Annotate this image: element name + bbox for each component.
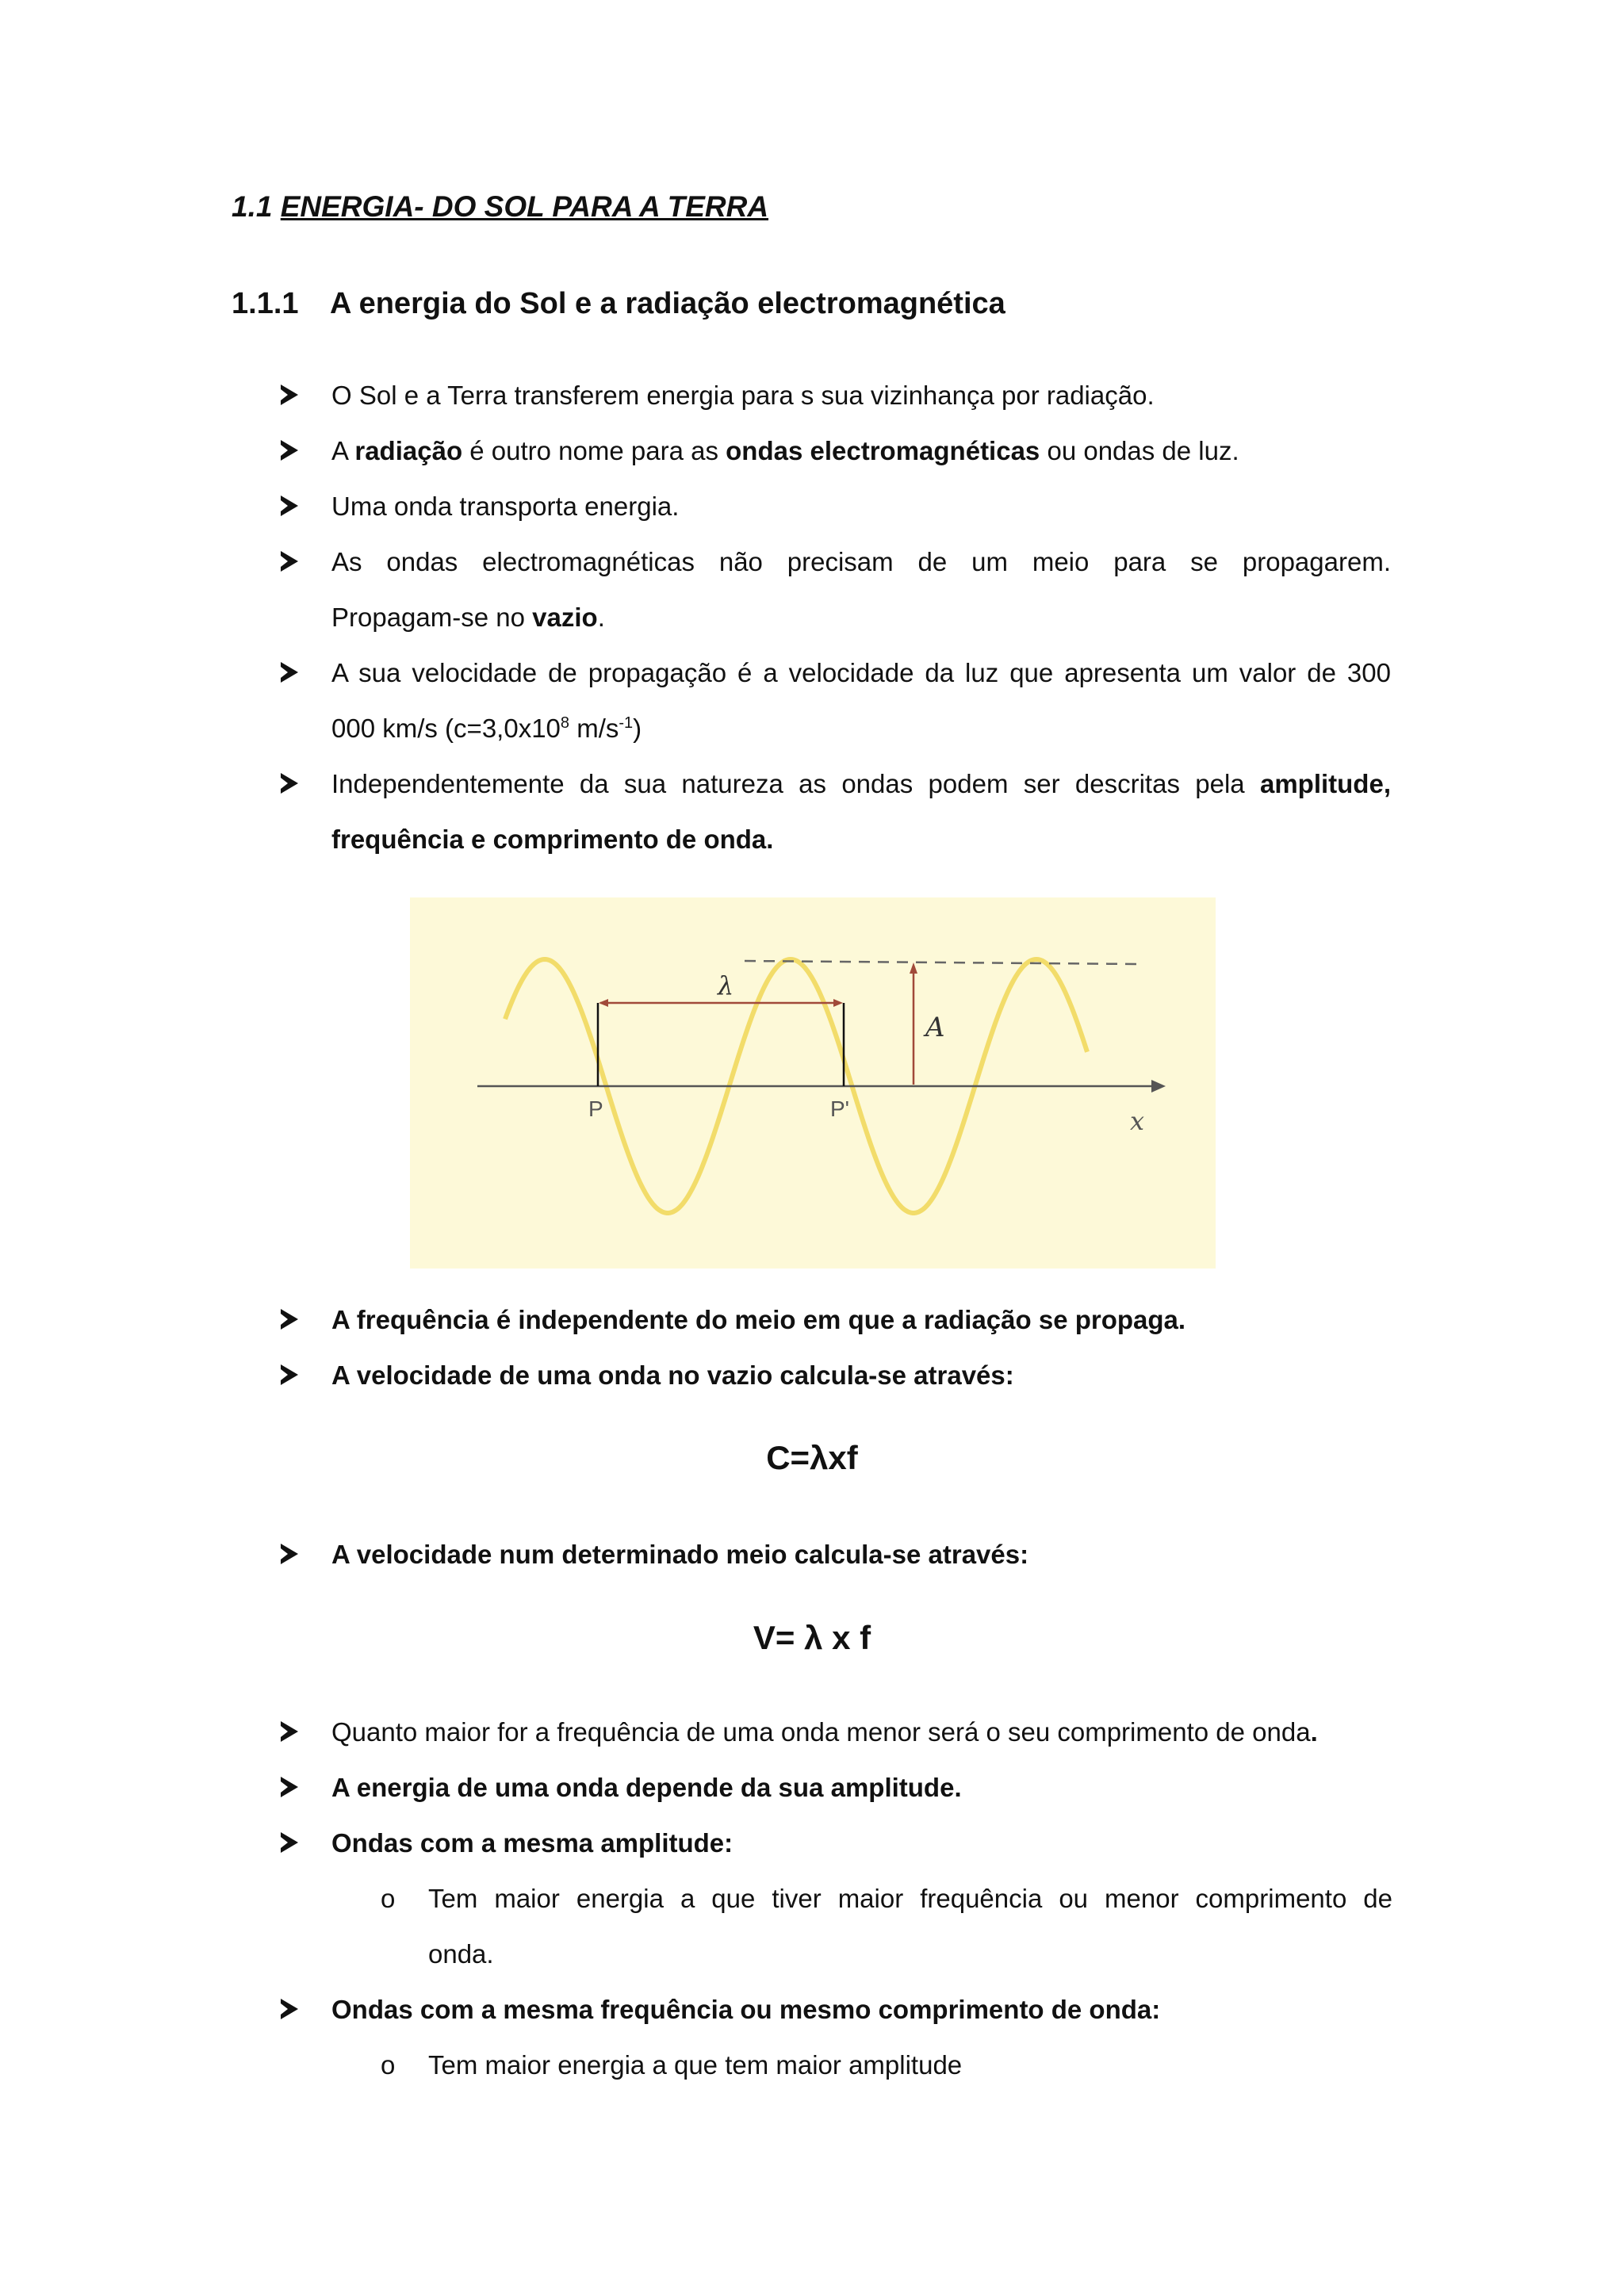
bullet-text-line: [331, 756, 1391, 812]
bullet-item: [281, 1982, 1391, 2038]
wavelength-arrowhead-right: [833, 999, 843, 1007]
arrow-bullet-icon: [281, 496, 298, 516]
arrow-bullet-icon: [281, 1721, 298, 1742]
arrow-bullet-icon: [281, 773, 298, 794]
x-axis-arrowhead: [1151, 1080, 1166, 1093]
formula-medium: V= λ x f: [753, 1619, 871, 1656]
bullet-item: [281, 756, 1391, 867]
sub-bullet-text-line: Tem maior energia a que tiver maior frequência ou menor comprimento de: [428, 1884, 1392, 1913]
subsection-heading: [232, 287, 1005, 321]
bullet-text-line: [331, 701, 1391, 756]
bullet-text: Ondas com a mesma amplitude:: [331, 1828, 733, 1858]
bullet-text: O Sol e a Terra transferem energia para s sua vizinhança por radiação.: [331, 381, 1155, 410]
bullet-text-line: frequência e comprimento de onda.: [331, 825, 774, 854]
section-heading: [232, 190, 768, 224]
bold-term: ondas electromagnéticas: [726, 436, 1040, 465]
subsection-number: 1.1.1: [232, 287, 299, 320]
arrow-bullet-icon: [281, 1544, 298, 1564]
text-run: ): [633, 714, 642, 743]
bullet-item: [281, 1292, 1391, 1348]
text-run: Quanto maior for a frequência de uma onda menor será o seu comprimento de onda: [331, 1717, 1311, 1747]
p-label: P: [588, 1096, 603, 1121]
bullet-item: [281, 423, 1391, 479]
arrow-bullet-icon: [281, 662, 298, 683]
text-run: .: [597, 603, 605, 632]
bullet-item: [281, 1760, 1391, 1816]
wave-diagram: [410, 897, 1216, 1269]
bold-term: vazio: [532, 603, 598, 632]
lambda-label: λ: [718, 970, 734, 1001]
circle-bullet-marker: o: [381, 2050, 396, 2080]
arrow-bullet-icon: [281, 551, 298, 572]
bullet-item: [281, 534, 1391, 645]
arrow-bullet-icon: [281, 1999, 298, 2019]
text-run: ou ondas de luz.: [1040, 436, 1239, 465]
sub-bullet-item: [381, 1871, 1392, 1982]
bold-term: .: [1310, 1717, 1318, 1747]
x-axis-label: x: [1130, 1106, 1145, 1136]
arrow-bullet-icon: [281, 1309, 298, 1330]
arrow-bullet-icon: [281, 385, 298, 405]
bold-term: radiação: [354, 436, 463, 465]
bullet-item: [281, 1348, 1391, 1403]
subsection-title: A energia do Sol e a radiação electromagnética: [330, 287, 1005, 320]
bullet-text-line: As ondas electromagnéticas não precisam de um meio para se propagarem.: [331, 547, 1391, 576]
bullet-item: [281, 1816, 1391, 1871]
bullet-item: [281, 479, 1391, 534]
bullet-text: [331, 1705, 1391, 1760]
amplitude-arrowhead: [910, 962, 917, 974]
circle-bullet-marker: o: [381, 1884, 396, 1913]
section-number: 1.1: [232, 190, 273, 223]
sub-bullet-item: [381, 2038, 1392, 2093]
bullet-text: A energia de uma onda depende da sua amplitude.: [331, 1773, 962, 1802]
bullet-text: A velocidade de uma onda no vazio calcula-se através:: [331, 1360, 1014, 1390]
superscript: 8: [560, 714, 570, 732]
superscript: -1: [619, 714, 634, 732]
text-run: Propagam-se no: [331, 603, 533, 632]
bullet-text: [331, 423, 1391, 479]
section-title: ENERGIA- DO SOL PARA A TERRA: [280, 190, 769, 223]
text-run: m/s: [569, 714, 619, 743]
text-run: é outro nome para as: [462, 436, 726, 465]
text-run: A: [331, 436, 355, 465]
arrow-bullet-icon: [281, 1832, 298, 1853]
p-prime-label: P': [830, 1096, 850, 1121]
bullet-text-line: A sua velocidade de propagação é a velocidade da luz que apresenta um valor de 300: [331, 658, 1391, 687]
bullet-item: [281, 1705, 1391, 1760]
formula-vacuum: C=λxf: [766, 1439, 858, 1476]
bullet-text: A velocidade num determinado meio calcula-se através:: [331, 1540, 1029, 1569]
bullet-text: Ondas com a mesma frequência ou mesmo comprimento de onda:: [331, 1995, 1161, 2024]
bullet-item: [281, 1527, 1391, 1582]
bullet-text: Uma onda transporta energia.: [331, 492, 680, 521]
bullet-text: A frequência é independente do meio em que a radiação se propaga.: [331, 1305, 1186, 1334]
sub-bullet-text-line: onda.: [428, 1939, 494, 1969]
amplitude-label: A: [925, 1012, 945, 1043]
arrow-bullet-icon: [281, 1364, 298, 1385]
text-run: Independentemente da sua natureza as ondas podem ser descritas pela: [331, 769, 1260, 798]
text-run: 000 km/s (c=3,0x10: [331, 714, 561, 743]
bullet-text-line: [331, 590, 1391, 645]
arrow-bullet-icon: [281, 1777, 298, 1797]
wavelength-arrowhead-left: [599, 999, 608, 1007]
bullet-item: [281, 645, 1391, 756]
sub-bullet-text-line: Tem maior energia a que tem maior amplitude: [428, 2050, 963, 2080]
bullet-item: [281, 368, 1391, 423]
bold-term: amplitude,: [1259, 769, 1391, 798]
arrow-bullet-icon: [281, 440, 298, 461]
